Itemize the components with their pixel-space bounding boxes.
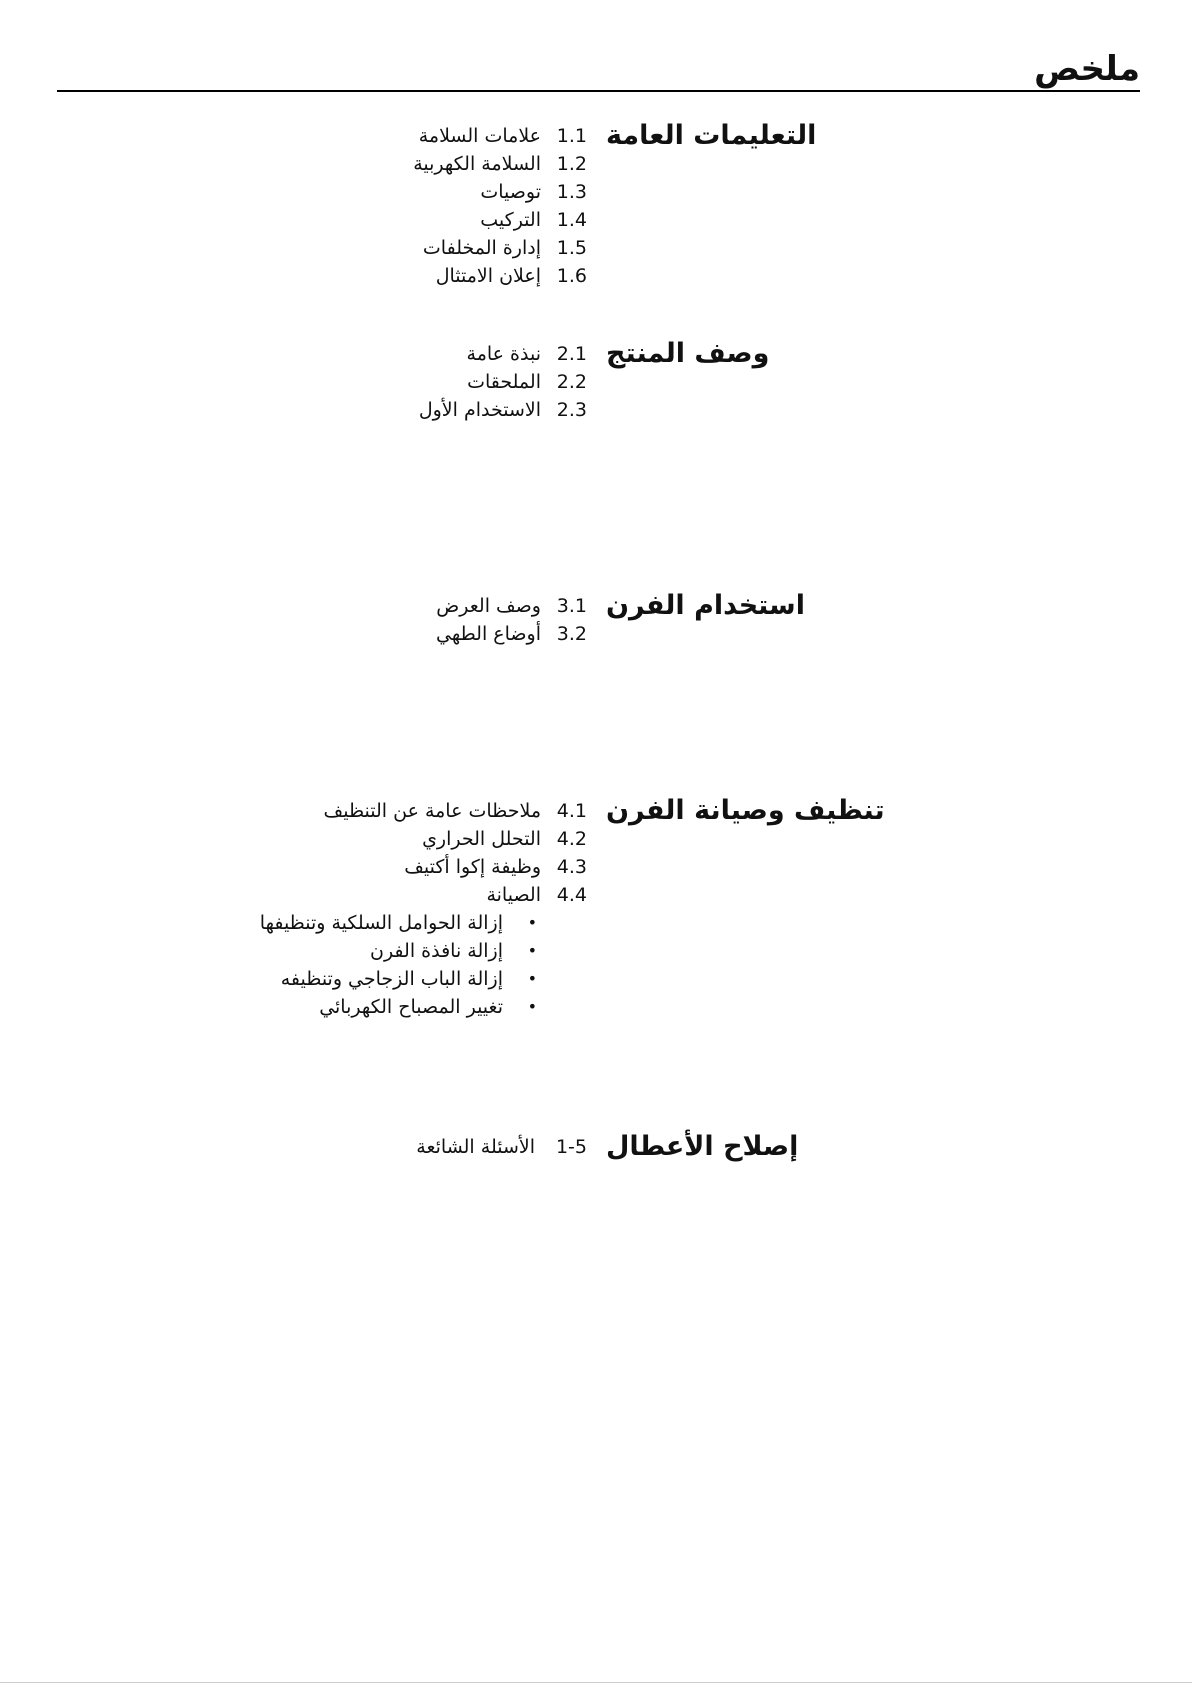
toc-sub-entry[interactable]: [260, 909, 537, 937]
toc-entry[interactable]: [423, 234, 587, 262]
section-title: إصلاح الأعطال: [606, 1131, 799, 1162]
section-title: وصف المنتج: [606, 338, 770, 369]
page-title: ملخص: [1034, 49, 1140, 89]
bullet-icon: •: [527, 997, 537, 1016]
toc-entry-label: ملاحظات عامة عن التنظيف: [323, 800, 541, 822]
toc-sub-entry-label: إزالة نافذة الفرن: [370, 940, 503, 962]
title-divider: [57, 90, 1140, 92]
toc-sub-entry-label: إزالة الباب الزجاجي وتنظيفه: [280, 968, 503, 990]
section-title: تنظيف وصيانة الفرن: [606, 795, 885, 826]
toc-sub-entry-label: تغيير المصباح الكهربائي: [319, 996, 503, 1018]
toc-entry-label: وظيفة إكوا أكتيف: [404, 856, 541, 878]
bullet-icon: •: [527, 969, 537, 988]
toc-entry[interactable]: [480, 206, 587, 234]
toc-entry-number: 4.3: [556, 856, 587, 878]
toc-entry[interactable]: [467, 368, 587, 396]
toc-entry-label: نبذة عامة: [466, 343, 541, 365]
toc-entry-number: 1.5: [556, 237, 587, 259]
toc-entry-number: 2.3: [556, 399, 587, 421]
toc-entry-label: إعلان الامتثال: [435, 265, 541, 287]
toc-entry-number: 1.4: [556, 209, 587, 231]
toc-entry[interactable]: [486, 881, 587, 909]
toc-entry-number: 4.1: [556, 800, 587, 822]
toc-entry[interactable]: [422, 825, 587, 853]
toc-sub-entry[interactable]: [370, 937, 537, 965]
toc-entry-number: 3.1: [556, 595, 587, 617]
page-bottom-edge: [0, 1682, 1192, 1683]
toc-entry[interactable]: [436, 262, 587, 290]
toc-entry-label: علامات السلامة: [418, 125, 541, 147]
section-title: استخدام الفرن: [606, 590, 805, 621]
toc-entry[interactable]: [436, 620, 587, 648]
toc-entry-number: 4.2: [556, 828, 587, 850]
toc-sub-entry[interactable]: [319, 993, 537, 1021]
toc-entry[interactable]: [467, 340, 587, 368]
toc-entry[interactable]: [480, 178, 587, 206]
bullet-icon: •: [527, 913, 537, 932]
toc-entry[interactable]: [413, 150, 587, 178]
bullet-icon: •: [527, 941, 537, 960]
toc-entry[interactable]: [419, 122, 587, 150]
toc-entry-label: إدارة المخلفات: [422, 237, 541, 259]
toc-entry-number: 1.6: [556, 265, 587, 287]
toc-entry-label: الصيانة: [486, 884, 541, 906]
toc-entry[interactable]: [419, 396, 587, 424]
toc-entry-label: أوضاع الطهي: [435, 623, 541, 645]
toc-entry-label: الاستخدام الأول: [418, 399, 541, 421]
toc-entry-number: 2.1: [556, 343, 587, 365]
toc-entry-number: 3.2: [556, 623, 587, 645]
toc-sub-entry[interactable]: [281, 965, 537, 993]
toc-entry[interactable]: [404, 853, 587, 881]
toc-sub-entry-label: إزالة الحوامل السلكية وتنظيفها: [259, 912, 503, 934]
section-title: التعليمات العامة: [606, 120, 817, 151]
toc-entry-label: الأسئلة الشائعة: [416, 1136, 535, 1158]
toc-entry[interactable]: [416, 1133, 587, 1161]
toc-entry-number: 1-5: [555, 1136, 587, 1158]
toc-entry[interactable]: [324, 797, 587, 825]
toc-entry-label: وصف العرض: [436, 595, 541, 617]
toc-entry-label: الملحقات: [467, 371, 541, 393]
toc-entry-label: التركيب: [480, 209, 541, 231]
toc-entry-number: 1.3: [556, 181, 587, 203]
toc-entry[interactable]: [436, 592, 587, 620]
toc-entry-number: 2.2: [556, 371, 587, 393]
toc-entry-number: 1.1: [556, 125, 587, 147]
toc-entry-number: 1.2: [556, 153, 587, 175]
toc-entry-label: السلامة الكهربية: [413, 153, 541, 175]
toc-entry-label: التحلل الحراري: [422, 828, 541, 850]
toc-entry-label: توصيات: [480, 181, 541, 203]
toc-entry-number: 4.4: [556, 884, 587, 906]
